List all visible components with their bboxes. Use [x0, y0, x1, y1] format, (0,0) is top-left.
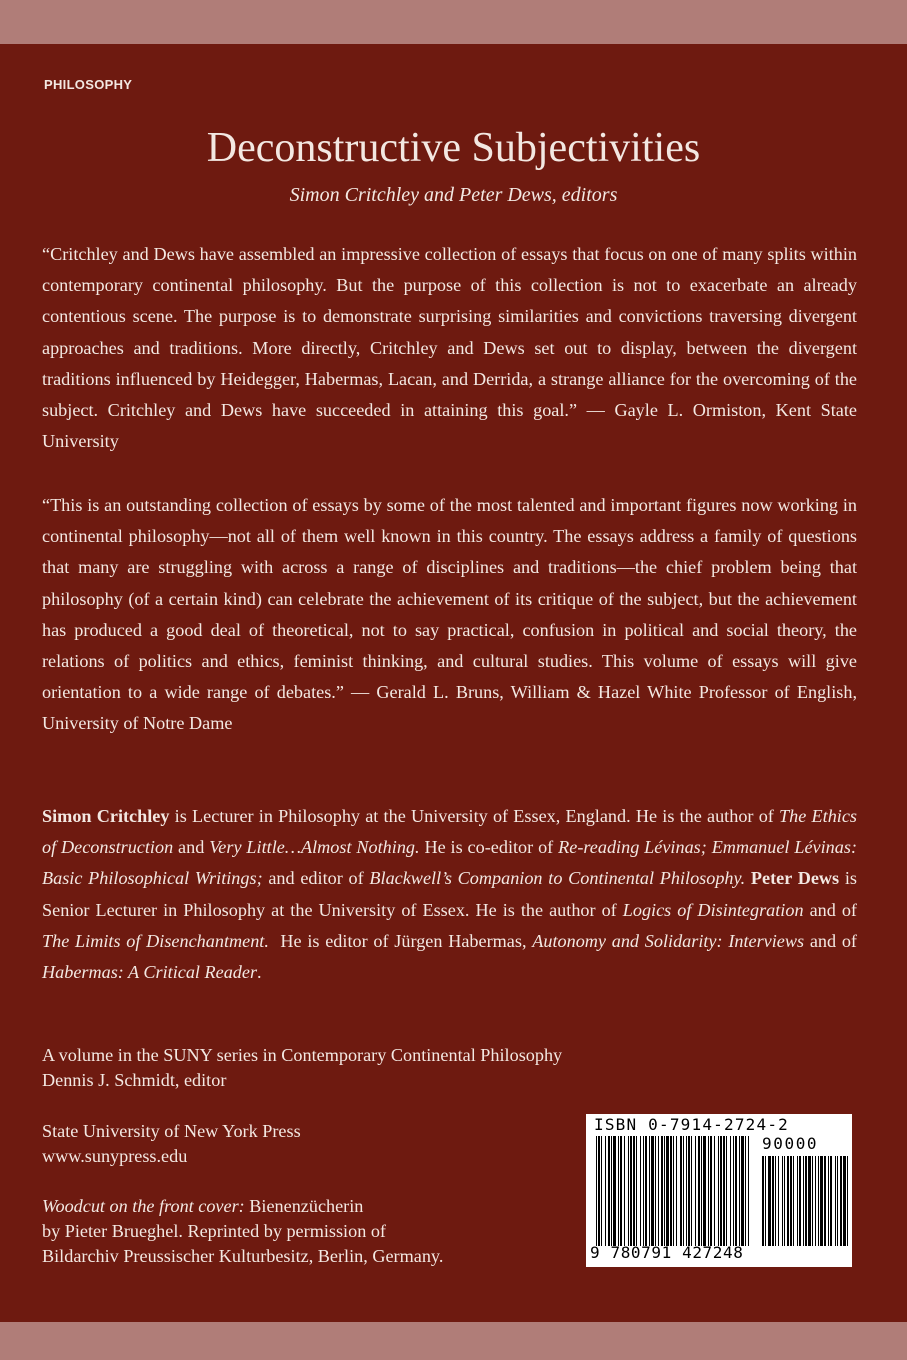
barcode-bar — [655, 1136, 656, 1246]
barcode-bar — [714, 1136, 715, 1246]
cover-credit-title: Bienenzücherin — [244, 1196, 364, 1216]
barcode-bar — [733, 1136, 734, 1246]
bio-text: He is co-editor of — [419, 837, 559, 858]
book-title-ref: The Limits of Disenchantment. — [42, 930, 269, 951]
barcode-bar — [828, 1156, 829, 1246]
blurb-ormiston: “Critchley and Dews have assembled an impressive collection of essays that focus on one of many splits within contemporary continental philosophy. But the purpose of this collection is not to exacerbate an already contentious scene. The purpose is to demonstrate surprising similarities and convictions traversing divergent approaches and traditions. More directly, Critchley and Dews set out to display, between the divergent traditions influenced by Heidegger, Habermas, Lacan, and Derrida, a strange alliance for the overcoming of the subject. Critchley and Dews have succeeded in attaining this goal.” — Gayle L. Ormiston, Kent State University — [42, 244, 857, 452]
barcode-bar — [645, 1136, 647, 1246]
barcode-bar — [818, 1156, 819, 1246]
bio-text: is Senior Lecturer in Philosophy at the University of Essex. He is the author of — [42, 868, 857, 920]
bio-text: and — [173, 837, 210, 858]
barcode-bar — [613, 1136, 616, 1246]
barcode-bar — [618, 1136, 619, 1246]
barcode-bar — [768, 1156, 771, 1246]
barcode-bar — [620, 1136, 622, 1246]
barcode-bar — [658, 1136, 659, 1246]
barcode-bar — [673, 1136, 674, 1246]
barcode-bar — [730, 1136, 731, 1246]
barcode-bar — [608, 1136, 610, 1246]
book-title-ref: Blackwell’s Companion to Continental Philosophy. — [369, 868, 746, 889]
book-title-ref: Re-reading Lévinas; Emmanuel Lévinas: Basic Philosophical Writings; — [42, 837, 857, 889]
barcode-bar — [601, 1136, 602, 1246]
barcode-bar — [790, 1156, 792, 1246]
barcode-bar — [676, 1136, 677, 1246]
barcode-bar — [703, 1136, 706, 1246]
barcode-bar — [598, 1136, 600, 1246]
author-name-dews: Peter Dews — [750, 868, 840, 889]
barcode-bar — [726, 1136, 727, 1246]
book-title-ref: Very Little…Almost Nothing. — [209, 837, 420, 858]
barcode-bar — [741, 1136, 744, 1246]
barcode-bar — [670, 1136, 672, 1246]
barcode-bar — [596, 1136, 597, 1246]
barcode-bar — [695, 1136, 696, 1246]
bio-text: is Lecturer in Philosophy at the University of Essex, England. He is the author of — [169, 806, 780, 826]
barcode-bar — [797, 1156, 798, 1246]
publisher-info — [42, 1119, 301, 1169]
barcode-bar — [691, 1136, 692, 1246]
bio-text: . — [257, 962, 262, 983]
barcode-bar — [605, 1136, 606, 1246]
author-name-critchley: Simon Critchley — [42, 806, 170, 826]
barcode-bar — [649, 1136, 650, 1246]
author-bio — [42, 801, 857, 988]
barcode-bar — [628, 1136, 629, 1246]
barcode-bar — [847, 1156, 848, 1246]
barcode-bar — [718, 1136, 719, 1246]
barcode-bar — [805, 1156, 807, 1246]
barcode-bar — [793, 1156, 794, 1246]
barcode-bar — [701, 1136, 702, 1246]
barcode-bar — [812, 1156, 813, 1246]
publisher-website[interactable]: www.sunypress.edu — [42, 1146, 188, 1166]
barcode-bar — [636, 1136, 637, 1246]
barcode-bar — [803, 1156, 804, 1246]
barcode-bar — [723, 1136, 725, 1246]
publisher-name: State University of New York Press — [42, 1121, 301, 1141]
barcode-bar — [720, 1136, 722, 1246]
isbn-text: ISBN 0-7914-2724-2 — [594, 1115, 789, 1134]
blurb-bruns: “This is an outstanding collection of essays by some of the most talented and important figures now working in continental philosophy—not all of them well known in this country. The essays address a family of questions that many are struggling with across a range of disciplines and traditions—the chief problem being that philosophy (of a certain kind) can celebrate the achievement of its critique of the subject, but the achievement has produced a good deal of theoretical, not to say practical, confusion in political and social theory, the relations of politics and ethics, feminist thinking, and cultural studies. This volume of essays will give orientation to a wide range of debates.” — Gerald L. Bruns, William & Hazel White Professor of English, University of Notre Dame — [42, 495, 857, 734]
barcode-bar — [843, 1156, 846, 1246]
barcode-bar — [778, 1156, 779, 1246]
book-title-ref: The Ethics of Deconstruction — [42, 806, 857, 858]
barcode-bar — [748, 1136, 749, 1246]
barcode-bar — [624, 1136, 625, 1246]
barcode-bar — [688, 1136, 690, 1246]
book-title-ref: Logics of Disintegration — [622, 899, 804, 920]
price-addon-text: 90000 — [762, 1134, 819, 1153]
book-title: Deconstructive Subjectivities — [206, 125, 701, 171]
barcode-bar — [820, 1156, 823, 1246]
series-line: A volume in the SUNY series in Contemporary Continental Philosophy — [42, 1045, 563, 1065]
back-cover — [0, 44, 907, 1322]
barcode-bar — [835, 1156, 836, 1246]
book-title-ref: Autonomy and Solidarity: Interviews — [532, 930, 805, 951]
barcode-bar — [762, 1156, 764, 1246]
barcode-bar — [782, 1156, 783, 1246]
barcode-bar — [824, 1156, 826, 1246]
barcode-bar — [745, 1136, 746, 1246]
barcode-bar — [840, 1156, 842, 1246]
barcode-bar — [784, 1156, 785, 1246]
bio-text: He is editor of Jürgen Habermas, — [268, 930, 533, 951]
bio-text: and of — [803, 899, 857, 920]
barcode-bar — [799, 1156, 801, 1246]
barcode-bar — [651, 1136, 654, 1246]
barcode-bar — [630, 1136, 632, 1246]
barcode-bar — [735, 1136, 737, 1246]
bio-text: and of — [804, 930, 857, 951]
barcode-bar — [686, 1136, 687, 1246]
barcode-bar — [739, 1136, 740, 1246]
bio-text: and editor of — [262, 868, 370, 889]
series-editor: Dennis J. Schmidt, editor — [42, 1070, 227, 1090]
barcode-bar — [698, 1136, 700, 1246]
barcode-bar — [808, 1156, 811, 1246]
editors-line: Simon Critchley and Peter Dews, editors — [289, 184, 618, 206]
barcode-bar — [683, 1136, 684, 1246]
barcode-bar — [633, 1136, 635, 1246]
barcode-bar — [787, 1156, 789, 1246]
barcode-bar — [837, 1156, 838, 1246]
barcode-bar — [775, 1156, 776, 1246]
cover-credit-line1 — [42, 1194, 443, 1219]
book-title-ref: Habermas: A Critical Reader — [42, 962, 258, 983]
barcode-bar — [765, 1156, 766, 1246]
cover-credit-line2: by Pieter Brueghel. Reprinted by permission of — [42, 1221, 386, 1241]
isbn-barcode — [586, 1114, 852, 1267]
cover-credit — [42, 1194, 443, 1269]
barcode-bar — [815, 1156, 816, 1246]
barcode-bar — [666, 1136, 669, 1246]
ean-digits: 9 780791 427248 — [590, 1243, 744, 1262]
series-info — [42, 1043, 562, 1093]
category-label: PHILOSOPHY — [44, 77, 133, 92]
barcode-bar — [611, 1136, 612, 1246]
barcode-bar — [664, 1136, 665, 1246]
barcode-bar — [830, 1156, 832, 1246]
cover-credit-label: Woodcut on the front cover: — [42, 1196, 245, 1216]
barcode-bar — [661, 1136, 663, 1246]
barcode-bar — [643, 1136, 644, 1246]
barcode-bar — [710, 1136, 712, 1246]
cover-credit-line3: Bildarchiv Preussischer Kulturbesitz, Berlin, Germany. — [42, 1246, 444, 1266]
barcode-bar — [680, 1136, 682, 1246]
barcode-bar — [640, 1136, 641, 1246]
barcode-bar — [772, 1156, 774, 1246]
barcode-bar — [708, 1136, 709, 1246]
